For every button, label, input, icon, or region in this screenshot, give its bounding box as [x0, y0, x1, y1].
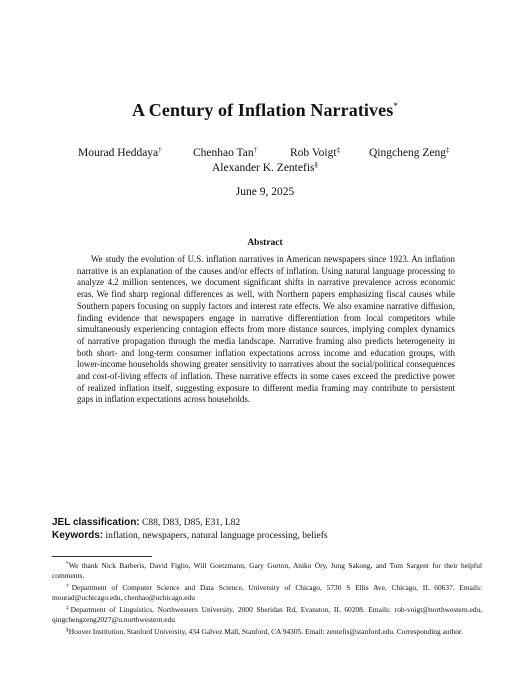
author-name: Rob Voigt [290, 147, 337, 159]
abstract-heading: Abstract [247, 238, 283, 248]
author-mark: † [158, 146, 162, 154]
title-text: A Century of Inflation Narratives [132, 100, 394, 120]
jel-label: JEL classification: [52, 517, 140, 528]
footnote-text: Department of Linguistics, Northwestern University, 2000 Sheridan Rd, Evanston, IL 60208. Emails: rob-voigt@northwestern.edu, qingchengzeng2027@u.northwestern.edu [52, 605, 483, 624]
keywords [52, 529, 492, 543]
author [369, 146, 449, 159]
footnote [52, 603, 482, 625]
author [193, 146, 257, 159]
paper-date: June 9, 2025 [235, 186, 295, 198]
footnote-text: Hoover Institution, Stanford University, 434 Galvez Mall, Stanford, CA 94305. Email: zentefis@stanford.edu. Corresponding author. [68, 627, 463, 636]
author-name: Qingcheng Zeng [369, 147, 446, 159]
author-mark: ‡ [445, 146, 450, 154]
footnote-mark: * [66, 561, 69, 567]
keywords-value: inflation, newspapers, natural language processing, beliefs [105, 531, 328, 541]
author-mark: § [314, 161, 318, 169]
footnote-mark: § [66, 627, 69, 633]
author-name: Chenhao Tan [193, 147, 254, 159]
title-footnote-mark: * [393, 101, 398, 111]
paper-title [0, 100, 530, 121]
author [290, 146, 340, 159]
footnote-text: Department of Computer Science and Data Science, University of Chicago, 5730 S Ellis Ave, Chicago, IL 60637. Emails: mourad@uchicago.edu, chenhao@uchicago.edu [52, 583, 482, 602]
author-mark: † [253, 146, 258, 154]
keywords-label: Keywords: [52, 530, 104, 541]
author [78, 146, 162, 159]
author-name: Mourad Heddaya [78, 147, 159, 159]
jel-value: C88, D83, D85, E31, L82 [142, 518, 241, 528]
author [0, 161, 530, 174]
jel-classification [52, 516, 492, 530]
footnote-mark: ‡ [66, 605, 71, 611]
footnotes [52, 559, 482, 637]
abstract-text: We study the evolution of U.S. inflation narratives in American newspapers since 1923. An inflation narrative is an explanation of the causes and/or effects of inflation. Using natural language processing to analyze 4.2 million sentences, we document significant shifts in narrative prevalence across economic eras. We find sharp regional differences as well, with Northern papers emphasizing fiscal causes while Southern papers focusing on supply factors and interest rate effects. We also examine narrative diffusion, finding evidence that newspapers engage in narrative differentiation from local competitors while simultaneously experiencing contagion effects from more distance sources, implying complex dynamics of narrative propagation through the media landscape. Narrative framing also predicts heterogeneity in both short- and long-term consumer inflation expectations across income and education groups, with lower-income households showing greater sensitivity to narratives about the social/political consequences and cost-of-living effects of inflation. These narrative effects in some cases exceed the predictive power of realized inflation itself, suggesting exposure to different media framing may contribute to persistent gaps in inflation expectations across households. [77, 254, 455, 405]
author-mark: ‡ [336, 146, 341, 154]
author-name: Alexander K. Zentefis [211, 162, 315, 174]
footnote-divider [52, 556, 152, 557]
footnote-mark: † [66, 583, 72, 589]
footnote [52, 581, 482, 603]
footnote-text: We thank Nick Barberis, David Figlio, Will Goetzmann, Gary Gorton, Aniko Öry, Jung Sakong, and Tom Sargent for their helpful comments. [52, 561, 482, 580]
footnote [52, 625, 482, 637]
footnote [52, 559, 482, 581]
